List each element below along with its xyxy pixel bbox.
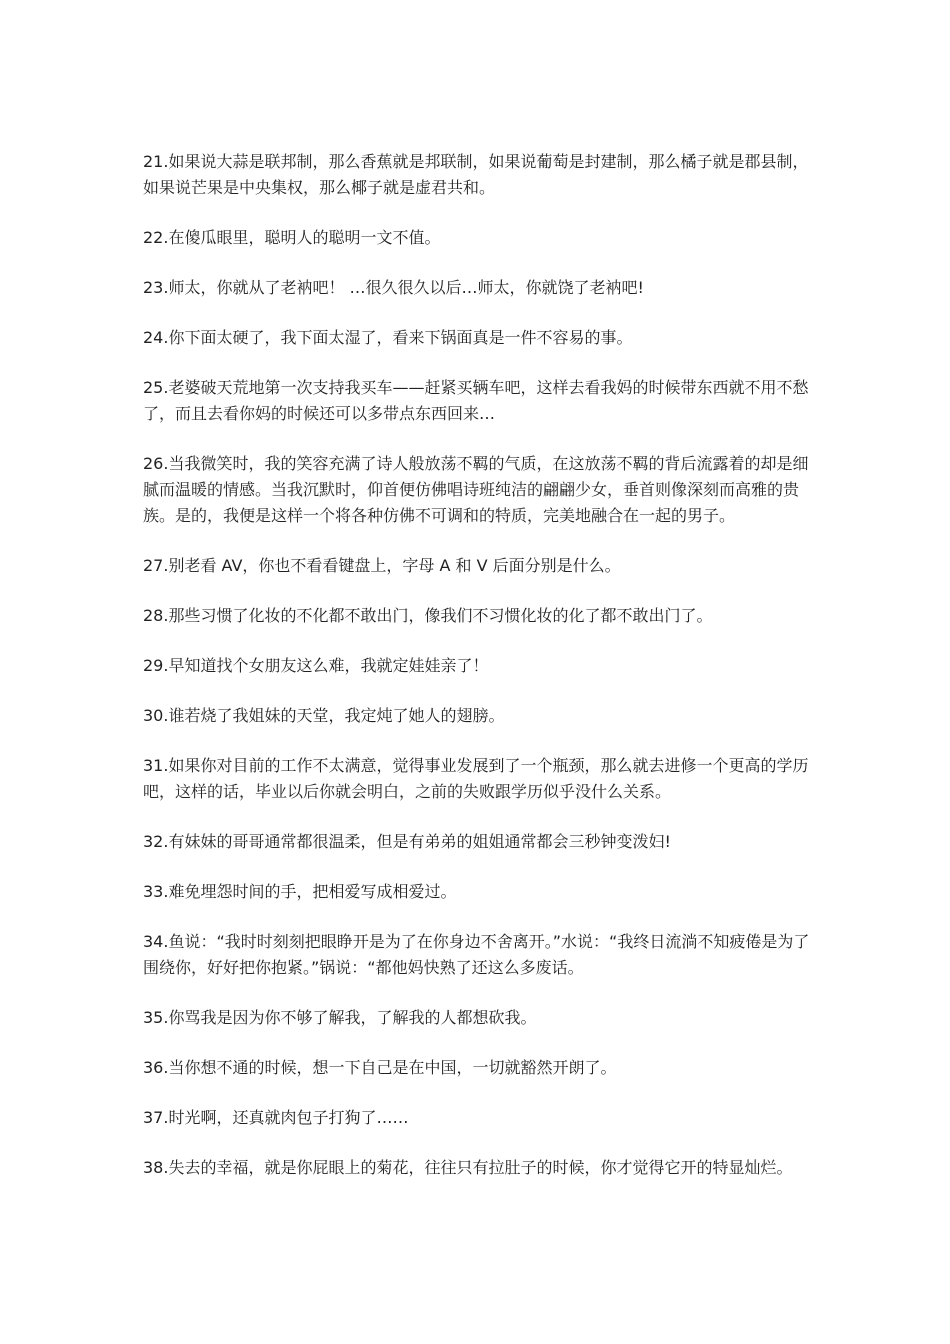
paragraph-33: 33.难免埋怨时间的手，把相爱写成相爱过。	[143, 882, 457, 901]
paragraph-32: 32.有妹妹的哥哥通常都很温柔，但是有弟弟的姐姐通常都会三秒钟变泼妇!	[143, 832, 671, 851]
paragraph-23: 23.师太，你就从了老衲吧！ …很久很久以后…师太，你就饶了老衲吧!	[143, 278, 644, 297]
document-body	[143, 149, 823, 1205]
paragraph-21: 21.如果说大蒜是联邦制，那么香蕉就是邦联制，如果说葡萄是封建制，那么橘子就是郡县制，如果说芒果是中央集权，那么椰子就是虚君共和。	[143, 152, 809, 197]
paragraph-29: 29.早知道找个女朋友这么难，我就定娃娃亲了！	[143, 656, 489, 675]
paragraph-38: 38.失去的幸福，就是你屁眼上的菊花，往往只有拉肚子的时候，你才觉得它开的特显灿烂。	[143, 1158, 793, 1177]
paragraph-30: 30.谁若烧了我姐妹的天堂，我定炖了她人的翅膀。	[143, 706, 505, 725]
paragraph-26: 26.当我微笑时，我的笑容充满了诗人般放荡不羁的气质，在这放荡不羁的背后流露着的却是细腻而温暖的情感。当我沉默时，仰首便仿佛唱诗班纯洁的翩翩少女，垂首则像深刻而高雅的贵族。是的，我便是这样一个将各种仿佛不可调和的特质，完美地融合在一起的男子。	[143, 454, 809, 525]
paragraph-34: 34.鱼说：“我时时刻刻把眼睁开是为了在你身边不舍离开。”水说：“我终日流淌不知疲倦是为了围绕你，好好把你抱紧。”锅说：“都他妈快熟了还这么多废话。	[143, 932, 810, 977]
paragraph-37: 37.时光啊，还真就肉包子打狗了……	[143, 1108, 409, 1127]
paragraph-36: 36.当你想不通的时候，想一下自己是在中国，一切就豁然开朗了。	[143, 1058, 617, 1077]
paragraph-28: 28.那些习惯了化妆的不化都不敢出门，像我们不习惯化妆的化了都不敢出门了。	[143, 606, 713, 625]
paragraph-31: 31.如果你对目前的工作不太满意，觉得事业发展到了一个瓶颈，那么就去进修一个更高的学历吧，这样的话，毕业以后你就会明白，之前的失败跟学历似乎没什么关系。	[143, 756, 809, 801]
paragraph-35: 35.你骂我是因为你不够了解我，了解我的人都想砍我。	[143, 1008, 537, 1027]
paragraph-24: 24.你下面太硬了，我下面太湿了，看来下锅面真是一件不容易的事。	[143, 328, 633, 347]
paragraph-27: 27.别老看 AV，你也不看看键盘上，字母 A 和 V 后面分别是什么。	[143, 556, 621, 575]
paragraph-25: 25.老婆破天荒地第一次支持我买车——赶紧买辆车吧，这样去看我妈的时候带东西就不用不愁了，而且去看你妈的时候还可以多带点东西回来…	[143, 378, 809, 423]
paragraph-22: 22.在傻瓜眼里，聪明人的聪明一文不值。	[143, 228, 441, 247]
